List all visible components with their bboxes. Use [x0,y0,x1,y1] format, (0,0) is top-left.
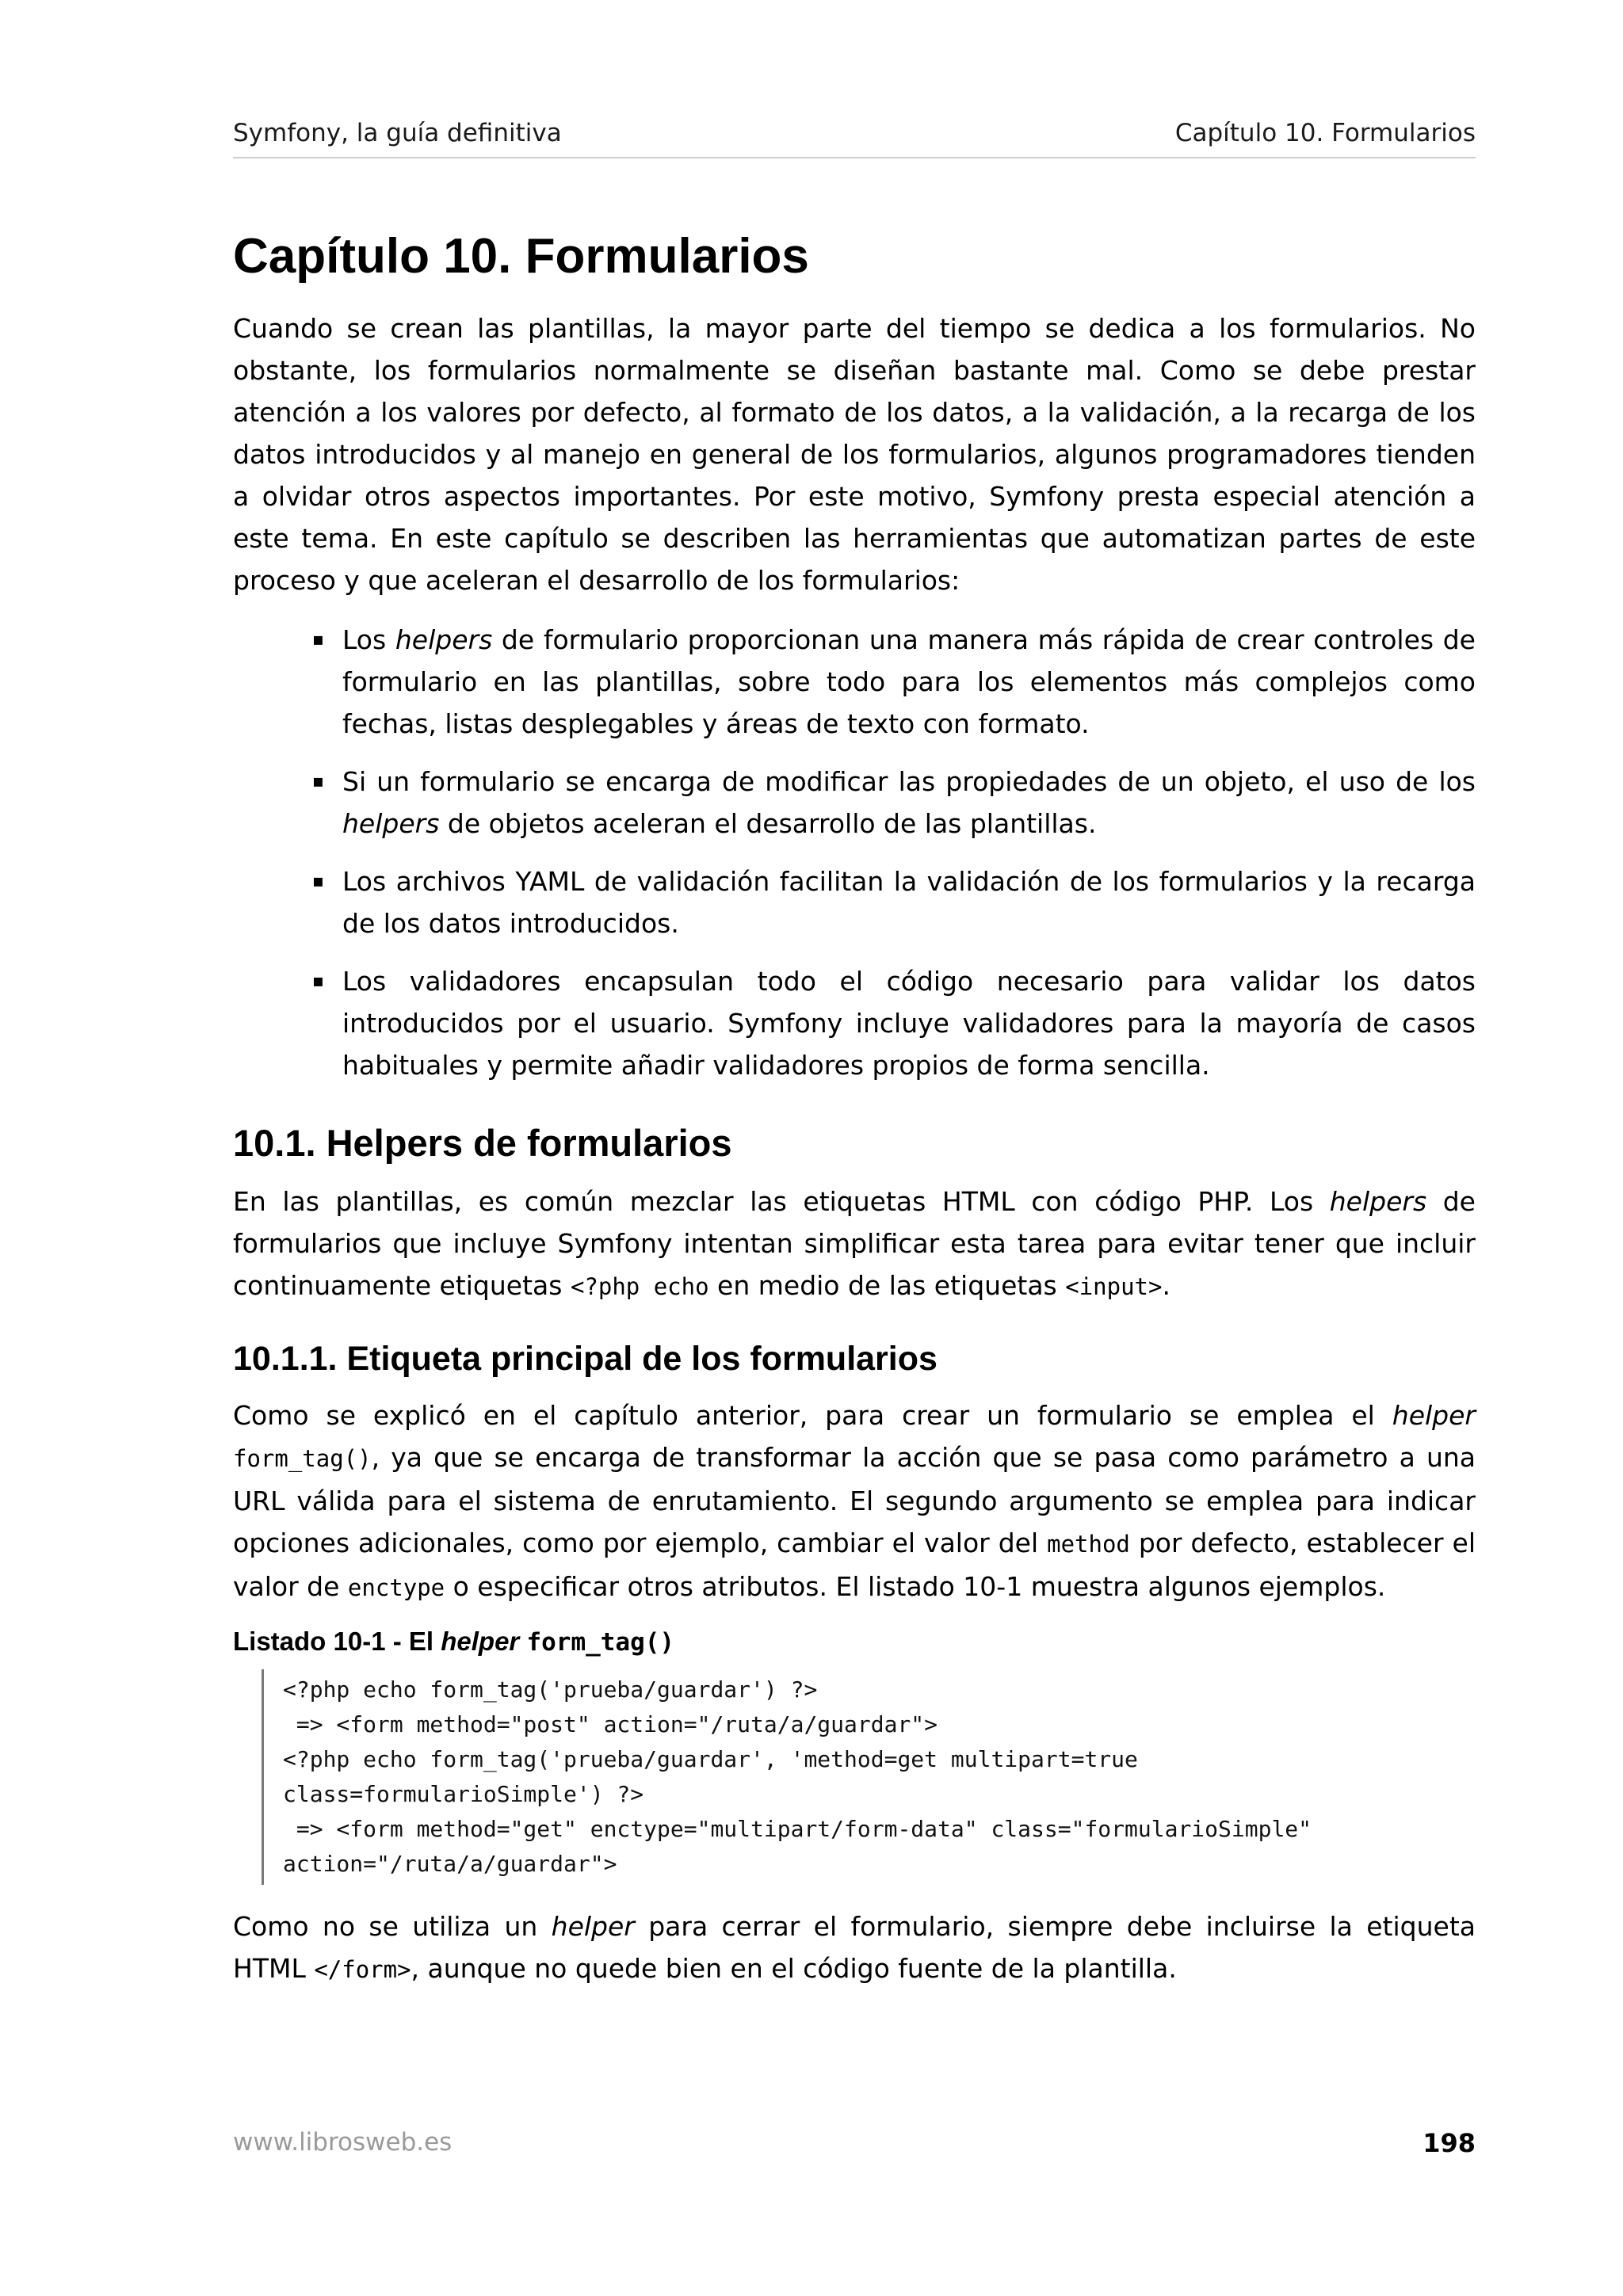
code-line: class=formularioSimple') ?> [283,1781,644,1808]
inline-code: form_tag() [233,1445,372,1473]
code-line: => <form method="get" enctype="multipart/form-data" class="formularioSimple" [283,1816,1312,1843]
header-book-title: Symfony, la guía definitiva [233,119,562,147]
header-chapter-title: Capítulo 10. Formularios [1174,119,1476,147]
inline-code: <input> [1065,1273,1163,1301]
list-item: ▪ Los helpers de formulario proporcionan una manera más rápida de crear controles de formulario en las plantillas, sobre todo para los elementos más complejos como fechas, listas desplegables y áreas de texto con formato. [342,619,1476,745]
bullet-icon: ▪ [312,772,324,792]
inline-code: enctype [347,1574,445,1602]
bullet-icon: ▪ [312,971,324,992]
code-line: action="/ruta/a/guardar"> [283,1851,617,1878]
subsection-paragraph: Como se explicó en el capítulo anterior, para crear un formulario se emplea el helper form_tag(), ya que se encarga de transformar la acción que se pasa como parámetro a una URL válida para el sistema de enrutamiento. El segundo argumento se emplea para indicar opciones adicionales, como por ejemplo, cambiar el valor del method por defecto, establecer el valor de enctype o especificar otros atributos. El listado 10-1 muestra algunos ejemplos. [233,1400,1476,1603]
subsection-heading: 10.1.1. Etiqueta principal de los formularios [233,1340,938,1379]
code-line: => <form method="post" action="/ruta/a/guardar"> [283,1711,938,1738]
bullet-icon: ▪ [312,630,324,650]
section-heading: 10.1. Helpers de formularios [233,1122,732,1165]
intro-paragraph: Cuando se crean las plantillas, la mayor parte del tiempo se dedica a los formularios. No obstante, los formularios normalmente se diseñan bastante mal. Como se debe prestar atención a los valores por defecto, al formato de los datos, a la validación, a la recarga de los datos introducidos y al manejo en general de los formularios, algunos programadores tienden a olvidar otros aspectos importantes. Por este motivo, Symfony presta especial atención a este tema. En este capítulo se describen las herramientas que automatizan partes de este proceso y que aceleran el desarrollo de los formularios: [233,313,1476,597]
code-listing [262,1669,1476,1885]
section-paragraph: En las plantillas, es común mezclar las etiquetas HTML con código PHP. Los helpers de formularios que incluye Symfony intentan simplificar esta tarea para evitar tener que incluir continuamente etiquetas <?php echo en medio de las etiquetas <input>. [233,1186,1476,1302]
bullet-icon: ▪ [312,871,324,892]
chapter-title: Capítulo 10. Formularios [233,229,809,284]
page-content [233,230,1476,1991]
list-item: ▪ Los validadores encapsulan todo el código necesario para validar los datos introducidos por el usuario. Symfony incluye validadores para la mayoría de casos habituales y permite añadir validadores propios de forma sencilla. [342,960,1476,1086]
list-item: ▪ Los archivos YAML de validación facilitan la validación de los formularios y la recarga de los datos introducidos. [342,860,1476,944]
listing-title: Listado 10-1 - El helper form_tag() [233,1627,675,1657]
running-header [233,119,1476,158]
inline-code: <?php echo [570,1273,709,1301]
page-number: 198 [1423,2128,1476,2158]
inline-code: </form> [314,1956,411,1984]
feature-list [233,619,1476,1086]
list-item: ▪ Si un formulario se encarga de modificar las propiedades de un objeto, el uso de los helpers de objetos aceleran el desarrollo de las plantillas. [342,761,1476,845]
inline-code: method [1047,1531,1130,1558]
code-line: <?php echo form_tag('prueba/guardar') ?> [283,1676,818,1703]
code-line: <?php echo form_tag('prueba/guardar', 'method=get multipart=true [283,1746,1138,1773]
closing-paragraph: Como no se utiliza un helper para cerrar el formulario, siempre debe incluirse la etiqueta HTML </form>, aunque no quede bien en el código fuente de la plantilla. [233,1911,1476,1985]
footer-site-link[interactable]: www.librosweb.es [233,2128,453,2157]
